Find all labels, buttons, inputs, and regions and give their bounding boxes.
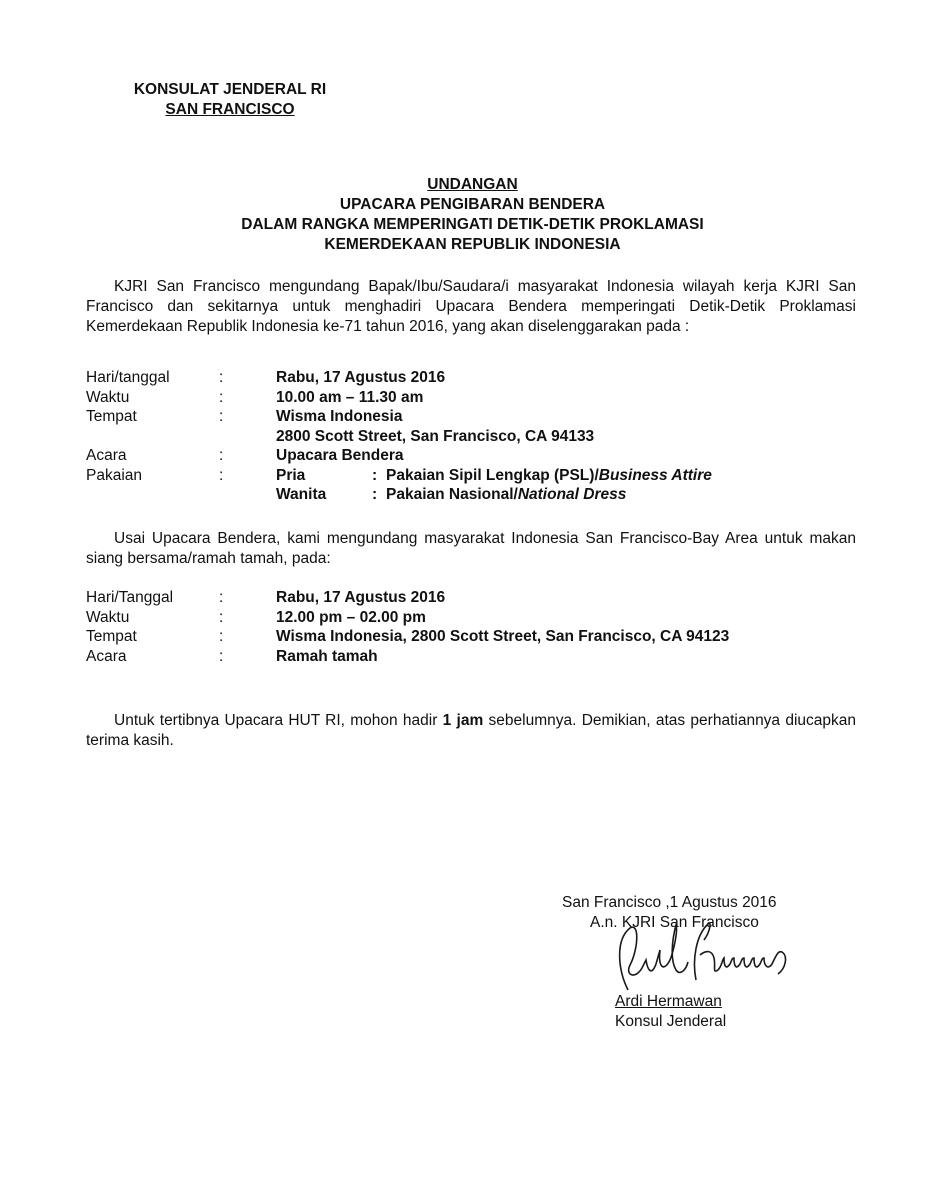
title-line-4: KEMERDEKAAN REPUBLIK INDONESIA	[324, 236, 621, 253]
signature	[600, 920, 810, 1000]
dress-men-label: Pria	[276, 466, 306, 484]
closing-paragraph	[86, 711, 856, 751]
dress-women-english: National Dress	[517, 486, 627, 503]
lunch-event-value: Ramah tamah	[276, 647, 378, 665]
lunch-intro-text: Usai Upacara Bendera, kami mengundang masyarakat Indonesia San Francisco-Bay Area untuk makan siang bersama/ramah tamah, pada:	[86, 530, 856, 567]
ceremony-event-label: Acara	[86, 447, 127, 464]
colon: :	[219, 628, 224, 645]
ceremony-place-value: Wisma Indonesia	[276, 408, 403, 425]
ceremony-place-label: Tempat	[86, 408, 137, 425]
lunch-time-value: 12.00 pm – 02.00 pm	[276, 608, 426, 626]
agency-city: SAN FRANCISCO	[165, 101, 295, 118]
dress-women-text: Pakaian Nasional/	[386, 486, 518, 503]
ceremony-address-value: 2800 Scott Street, San Francisco, CA 94133	[276, 427, 595, 445]
colon: :	[219, 369, 224, 386]
lunch-place-label: Tempat	[86, 628, 137, 645]
colon: :	[219, 647, 224, 665]
intro-paragraph	[86, 277, 856, 337]
signer-name: Ardi Hermawan	[615, 993, 722, 1010]
lunch-event-label: Acara	[86, 647, 127, 665]
invitation-title	[200, 175, 745, 255]
colon: :	[219, 466, 224, 484]
dress-men-text: Pakaian Sipil Lengkap (PSL)/	[386, 466, 599, 484]
dress-men-english: Business Attire	[598, 466, 712, 484]
signature-stroke-2	[695, 923, 786, 980]
colon: :	[372, 486, 378, 503]
ceremony-day-label: Hari/tanggal	[86, 369, 170, 386]
ceremony-day-value: Rabu, 17 Agustus 2016	[276, 369, 446, 386]
signature-stroke-1	[620, 925, 688, 990]
intro-text: KJRI San Francisco mengundang Bapak/Ibu/Saudara/i masyarakat Indonesia wilayah kerja KJRI San Francisco dan sekitarnya untuk menghadiri Upacara Bendera memperingati Detik-Detik Proklamasi Kemerdekaan Republik Indonesia ke-71 tahun 2016, yang akan diselenggarakan pada :	[86, 278, 856, 335]
colon: :	[219, 388, 224, 406]
note-text-after: sebelumnya. Demikian, atas perhatiannya diucapkan terima kasih.	[86, 712, 856, 749]
signer-title: Konsul Jenderal	[615, 1013, 727, 1030]
lunch-place-value: Wisma Indonesia, 2800 Scott Street, San Francisco, CA 94123	[276, 628, 730, 645]
lunch-paragraph	[86, 529, 856, 569]
dress-women-value	[386, 485, 626, 505]
dress-women-label: Wanita	[276, 486, 327, 503]
title-line-1: UNDANGAN	[427, 176, 518, 193]
agency-name: KONSULAT JENDERAL RI	[133, 81, 327, 98]
note-text-before: Untuk tertibnya Upacara HUT RI, mohon hadir	[114, 712, 443, 729]
ceremony-time-label: Waktu	[86, 388, 130, 406]
colon: :	[219, 589, 224, 606]
colon: :	[219, 447, 224, 464]
ceremony-dress-label: Pakaian	[86, 466, 143, 484]
title-line-2: UPACARA PENGIBARAN BENDERA	[339, 196, 606, 213]
ceremony-time-value: 10.00 am – 11.30 am	[276, 388, 424, 406]
lunch-day-label: Hari/Tanggal	[86, 589, 174, 606]
ceremony-event-value: Upacara Bendera	[276, 447, 404, 464]
on-behalf: A.n. KJRI San Francisco	[590, 914, 759, 931]
place-date: San Francisco ,1 Agustus 2016	[562, 894, 777, 911]
colon: :	[219, 408, 224, 425]
lunch-day-value: Rabu, 17 Agustus 2016	[276, 589, 446, 606]
agency-header	[112, 80, 348, 120]
colon: :	[219, 608, 224, 626]
dress-men-value	[386, 466, 712, 486]
colon: :	[372, 466, 378, 484]
note-text-bold: 1 jam	[442, 712, 484, 729]
signer-block	[615, 992, 726, 1032]
title-line-3: DALAM RANGKA MEMPERINGATI DETIK-DETIK PROKLAMASI	[241, 216, 704, 233]
lunch-time-label: Waktu	[86, 608, 130, 626]
